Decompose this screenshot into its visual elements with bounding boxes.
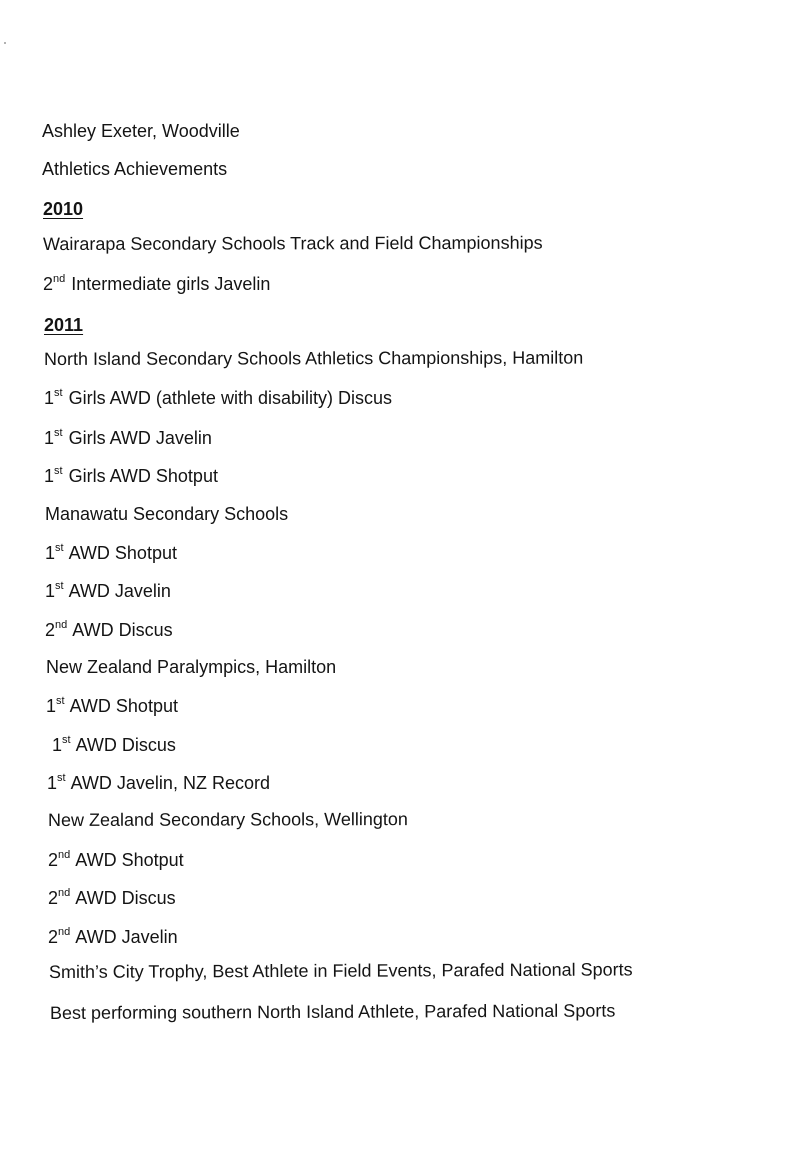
result-line (45, 619, 173, 641)
place-number: 1 (47, 773, 58, 793)
place-suffix: nd (55, 619, 68, 631)
place-suffix: st (54, 427, 63, 439)
result-line (43, 273, 270, 295)
result-text: AWD Shotput (65, 696, 178, 716)
event-line: New Zealand Secondary Schools, Wellington (47, 809, 408, 830)
event-line: Wairarapa Secondary Schools Track and Field Championships (42, 232, 543, 254)
place-suffix: nd (58, 887, 71, 899)
result-line (48, 887, 176, 909)
result-line (48, 926, 178, 948)
result-line (44, 387, 392, 409)
result-line (45, 580, 171, 602)
place-number: 1 (45, 581, 56, 601)
place-number: 2 (48, 888, 59, 908)
result-line (44, 465, 218, 487)
result-text: AWD Discus (71, 735, 176, 755)
award-line: Best performing southern North Island Athlete, Parafed National Sports (49, 1000, 616, 1023)
place-suffix: st (57, 772, 66, 784)
result-text: AWD Discus (68, 620, 173, 640)
result-text: AWD Discus (71, 888, 176, 908)
athlete-name-line: Ashley Exeter, Woodville (42, 121, 240, 141)
place-number: 2 (48, 927, 59, 947)
place-number: 1 (46, 696, 57, 716)
result-text: AWD Shotput (64, 543, 177, 563)
scan-speck (4, 42, 6, 44)
year-heading-2011: 2011 (44, 315, 84, 335)
event-line: Manawatu Secondary Schools (45, 504, 289, 524)
event-line: New Zealand Paralympics, Hamilton (46, 657, 337, 677)
place-suffix: st (54, 387, 63, 399)
place-suffix: nd (53, 273, 66, 285)
place-number: 2 (45, 620, 56, 640)
result-text: AWD Shotput (71, 850, 184, 870)
place-suffix: nd (58, 849, 71, 861)
place-suffix: st (62, 734, 71, 746)
result-text: AWD Javelin (71, 927, 178, 947)
place-suffix: st (54, 465, 63, 477)
place-suffix: st (55, 542, 64, 554)
place-number: 2 (43, 274, 54, 294)
event-line: North Island Secondary Schools Athletics Championships, Hamilton (43, 347, 584, 369)
result-line (45, 542, 177, 564)
place-number: 2 (48, 850, 59, 870)
document-subtitle: Athletics Achievements (42, 159, 228, 179)
result-text: Intermediate girls Javelin (66, 274, 271, 294)
place-suffix: st (56, 695, 65, 707)
result-text: AWD Javelin (64, 581, 171, 601)
result-text: Girls AWD Shotput (63, 466, 218, 486)
place-number: 1 (52, 735, 63, 755)
place-number: 1 (44, 388, 55, 408)
place-suffix: nd (58, 926, 71, 938)
place-number: 1 (44, 428, 55, 448)
result-text: AWD Javelin, NZ Record (66, 773, 270, 793)
place-number: 1 (45, 543, 56, 563)
place-suffix: st (55, 580, 64, 592)
year-heading-2010: 2010 (43, 199, 84, 219)
result-line (46, 695, 178, 717)
place-number: 1 (44, 466, 55, 486)
result-text: Girls AWD Javelin (63, 428, 212, 448)
result-line (48, 849, 184, 871)
result-line (44, 427, 212, 449)
award-line: Smith’s City Trophy, Best Athlete in Field Events, Parafed National Sports (48, 959, 633, 982)
result-line (47, 772, 270, 794)
result-line (52, 734, 176, 756)
result-text: Girls AWD (athlete with disability) Discus (63, 388, 392, 408)
